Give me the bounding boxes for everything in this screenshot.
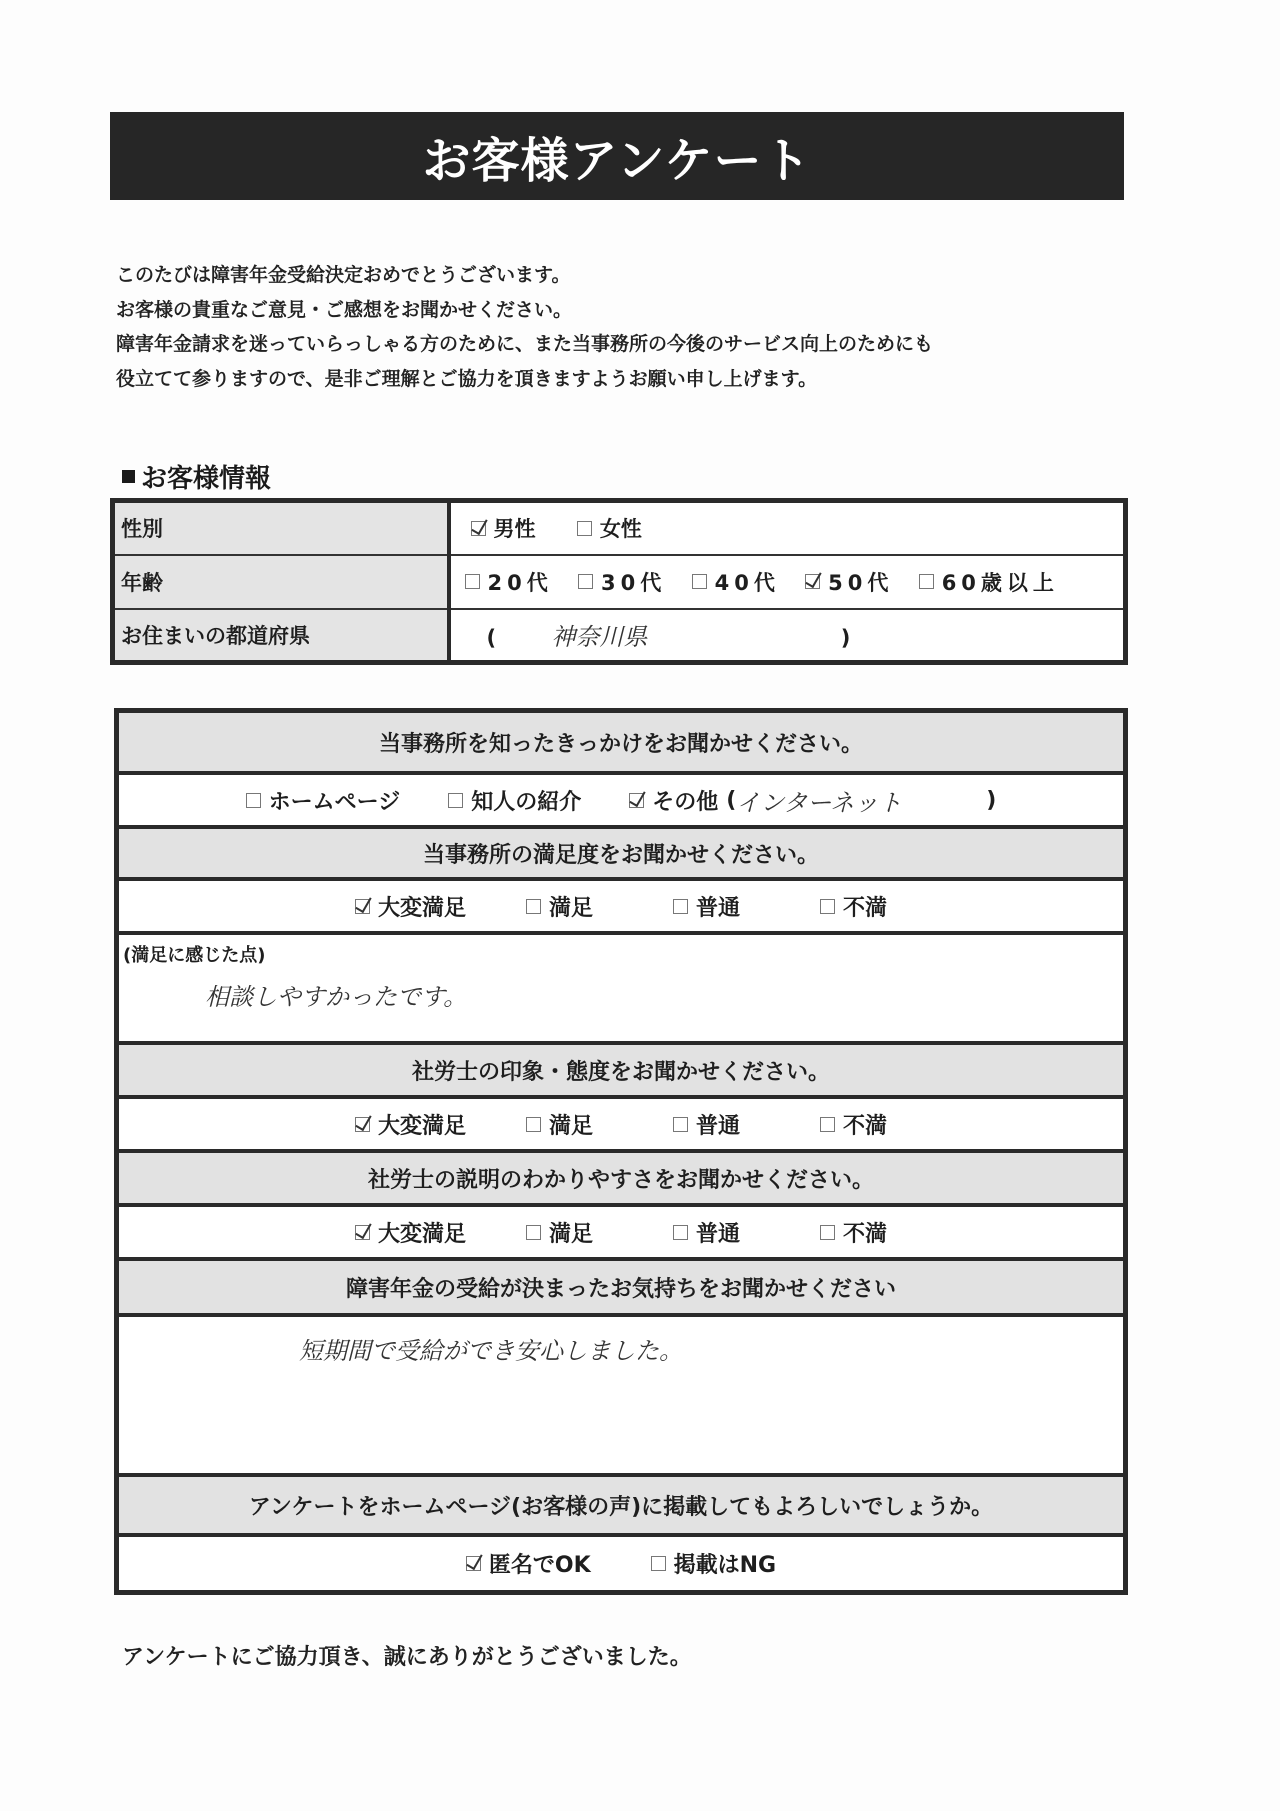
option-label: ホームページ: [268, 789, 401, 815]
checkbox-icon[interactable]: [246, 793, 261, 808]
checkbox-icon[interactable]: [820, 899, 835, 914]
age-row: [113, 555, 1126, 609]
clarity-option-dissatisfied[interactable]: [820, 1217, 887, 1248]
intro-line: 役立てて参りますので、是非ご理解とご協力を頂きますようお願い申し上げます。: [116, 367, 818, 390]
checkbox-icon[interactable]: [651, 1556, 666, 1571]
prefecture-value[interactable]: 神奈川県: [551, 623, 648, 652]
question-text: 障害年金の受給が決まったお気持ちをお聞かせください: [345, 1276, 896, 1302]
checkbox-icon[interactable]: [673, 1225, 688, 1240]
option-label: 30代: [601, 570, 667, 595]
checkbox-icon[interactable]: [692, 574, 707, 589]
option-label: 満足: [548, 1113, 593, 1139]
office-option-average[interactable]: [673, 891, 740, 922]
question-text: 当事務所の満足度をお聞かせください。: [422, 842, 819, 868]
checkbox-icon[interactable]: [673, 899, 688, 914]
option-label: 大変満足: [377, 1113, 466, 1139]
answer-referral: [119, 775, 1123, 829]
customer-info-table: [110, 498, 1128, 665]
question-referral: [119, 713, 1123, 775]
option-label: 匿名でOK: [488, 1553, 591, 1578]
open-paren: (: [486, 626, 497, 651]
option-label: 普通: [696, 1113, 741, 1139]
close-paren: ): [840, 626, 851, 651]
office-option-satisfied[interactable]: [526, 891, 593, 922]
question-explanation-clarity: [119, 1153, 1123, 1207]
question-text: アンケートをホームページ(お客様の声)に掲載してもよろしいでしょうか。: [248, 1494, 994, 1520]
feelings-answer-box[interactable]: [119, 1317, 1123, 1477]
checkbox-checked-icon[interactable]: [629, 793, 644, 808]
question-text: 社労士の印象・態度をお聞かせください。: [411, 1059, 830, 1085]
office-option-dissatisfied[interactable]: [820, 891, 887, 922]
referral-other-value[interactable]: インターネット: [736, 788, 903, 817]
option-label: 普通: [696, 895, 741, 921]
referral-option-other[interactable]: [629, 783, 996, 818]
gender-options: [449, 501, 1126, 555]
option-label: 40代: [714, 570, 780, 595]
survey-table: [114, 708, 1128, 1595]
age-option-50s[interactable]: [805, 567, 893, 597]
gender-label: 性別: [113, 501, 449, 555]
option-label: 50代: [828, 570, 894, 595]
thank-you-message: アンケートにご協力頂き、誠にありがとうございました。: [122, 1645, 692, 1670]
prefecture-field[interactable]: [449, 609, 1126, 663]
impression-option-very-satisfied[interactable]: [355, 1109, 466, 1140]
impression-option-satisfied[interactable]: [526, 1109, 593, 1140]
open-paren: (: [726, 787, 737, 813]
age-option-40s[interactable]: [692, 567, 780, 597]
impression-option-dissatisfied[interactable]: [820, 1109, 887, 1140]
satisfaction-comment[interactable]: 相談しやすかったです。: [205, 983, 468, 1011]
survey-title: お客様アンケート: [110, 112, 1124, 200]
intro-line: お客様の貴重なご意見・ご感想をお聞かせください。: [116, 298, 573, 321]
option-label: 男性: [493, 517, 536, 542]
checkbox-icon[interactable]: [526, 1225, 541, 1240]
referral-option-homepage[interactable]: [246, 785, 401, 816]
age-options: [449, 555, 1126, 609]
option-label: 不満: [843, 1113, 888, 1139]
comment-label: (満足に感じた点): [123, 945, 266, 966]
checkbox-icon[interactable]: [578, 574, 593, 589]
publish-option-anonymous-ok[interactable]: [466, 1548, 591, 1579]
option-label: 大変満足: [377, 895, 466, 921]
age-option-60plus[interactable]: [919, 567, 1059, 597]
customer-info-heading-text: お客様情報: [141, 464, 272, 494]
question-text: 社労士の説明のわかりやすさをお聞かせください。: [367, 1167, 874, 1193]
answer-publish-permission: [119, 1537, 1123, 1590]
clarity-option-very-satisfied[interactable]: [355, 1217, 466, 1248]
option-label: 不満: [843, 1221, 888, 1247]
checkbox-checked-icon[interactable]: [355, 899, 370, 914]
satisfaction-comment-box[interactable]: [119, 935, 1123, 1045]
option-label: 掲載はNG: [673, 1553, 777, 1578]
answer-office-satisfaction: [119, 881, 1123, 935]
checkbox-icon[interactable]: [526, 1117, 541, 1132]
checkbox-icon[interactable]: [820, 1225, 835, 1240]
option-label: 不満: [843, 895, 888, 921]
prefecture-label: お住まいの都道府県: [113, 609, 449, 663]
option-label: 満足: [548, 895, 593, 921]
checkbox-icon[interactable]: [577, 521, 592, 536]
question-consultant-impression: [119, 1045, 1123, 1099]
question-office-satisfaction: [119, 829, 1123, 881]
office-option-very-satisfied[interactable]: [355, 891, 466, 922]
question-publish-permission: [119, 1477, 1123, 1537]
answer-explanation-clarity: [119, 1207, 1123, 1261]
close-paren: ): [986, 787, 997, 813]
gender-option-female[interactable]: [577, 513, 642, 543]
checkbox-icon[interactable]: [673, 1117, 688, 1132]
checkbox-icon[interactable]: [448, 793, 463, 808]
checkbox-checked-icon[interactable]: [355, 1225, 370, 1240]
age-label: 年齢: [113, 555, 449, 609]
question-text: 当事務所を知ったきっかけをお聞かせください。: [378, 731, 863, 757]
gender-option-male[interactable]: [471, 513, 536, 543]
age-option-30s[interactable]: [578, 567, 666, 597]
option-label: 20代: [487, 570, 553, 595]
impression-option-average[interactable]: [673, 1109, 740, 1140]
option-label: 普通: [696, 1221, 741, 1247]
square-bullet-icon: [122, 470, 135, 483]
option-label: 女性: [599, 517, 642, 542]
checkbox-checked-icon[interactable]: [355, 1117, 370, 1132]
checkbox-icon[interactable]: [820, 1117, 835, 1132]
checkbox-checked-icon[interactable]: [471, 521, 486, 536]
clarity-option-average[interactable]: [673, 1217, 740, 1248]
question-feelings: [119, 1261, 1123, 1317]
age-option-20s[interactable]: [465, 567, 553, 597]
publish-option-ng[interactable]: [651, 1548, 776, 1579]
checkbox-icon[interactable]: [465, 574, 480, 589]
prefecture-row: [113, 609, 1126, 663]
option-label: 大変満足: [377, 1221, 466, 1247]
option-label: 満足: [548, 1221, 593, 1247]
intro-line: 障害年金請求を迷っていらっしゃる方のために、また当事務所の今後のサービス向上のためにも: [116, 333, 934, 355]
gender-row: [113, 501, 1126, 555]
option-label: 60歳以上: [941, 570, 1059, 595]
option-label: その他: [652, 789, 719, 815]
checkbox-checked-icon[interactable]: [805, 574, 820, 589]
checkbox-icon[interactable]: [919, 574, 934, 589]
checkbox-checked-icon[interactable]: [466, 1556, 481, 1571]
intro-line: このたびは障害年金受給決定おめでとうございます。: [116, 264, 571, 286]
option-label: 知人の紹介: [471, 789, 582, 815]
feelings-answer[interactable]: 短期間で受給ができ安心しました。: [299, 1337, 683, 1365]
answer-consultant-impression: [119, 1099, 1123, 1153]
checkbox-icon[interactable]: [526, 899, 541, 914]
intro-text: [116, 258, 1116, 396]
customer-info-heading: [122, 458, 271, 495]
clarity-option-satisfied[interactable]: [526, 1217, 593, 1248]
referral-option-acquaintance[interactable]: [448, 785, 581, 816]
